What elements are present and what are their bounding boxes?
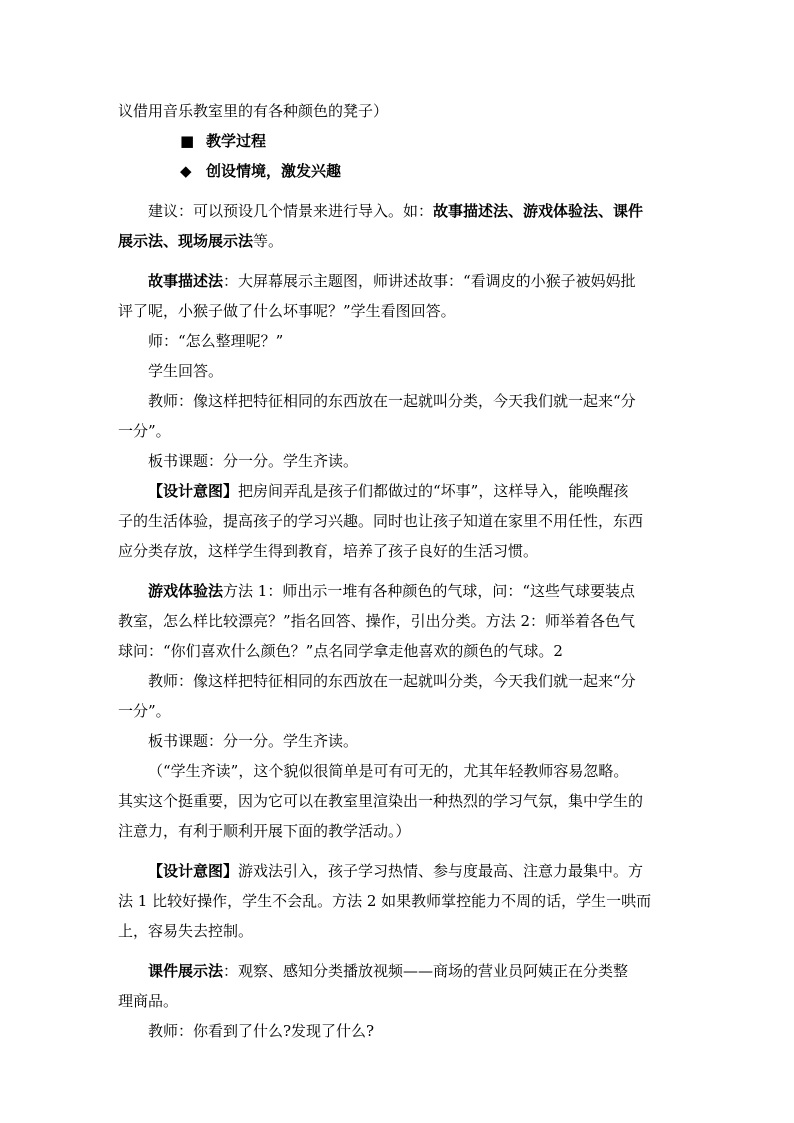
text-run: 等。 — [253, 232, 284, 250]
paragraph-line: 其实这个挺重要，因为它可以在教室里渲染出一种热烈的学习气氛，集中学生的 — [118, 792, 644, 810]
paragraph-design-intent-2 — [118, 856, 678, 946]
student-answer-line: 学生回答。 — [148, 362, 224, 380]
text-run: ：大屏幕展示主题图，师讲述故事：“看调皮的小猴子被妈妈批 — [223, 272, 636, 290]
blackboard-title-line-2: 板书课题：分一分。学生齐读。 — [148, 732, 359, 750]
paragraph-game-method — [118, 576, 678, 666]
text-run: 把房间弄乱是孩子们都做过的“坏事”，这样导入，能唤醒孩 — [238, 482, 629, 500]
bold-run: 故事描述法 — [148, 272, 224, 290]
section-heading-text: 教学过程 — [206, 132, 267, 150]
paragraph-line: 应分类存放，这样学生得到教育，培养了孩子良好的生活习惯。 — [118, 542, 539, 560]
paragraph-line — [118, 856, 678, 886]
paragraph-courseware-method — [118, 956, 678, 1016]
paragraph-teacher-summary-2 — [118, 666, 678, 726]
paragraph-line: 理商品。 — [118, 992, 179, 1010]
square-bullet-icon: ■ — [180, 132, 195, 150]
paragraph-line — [118, 956, 678, 986]
paragraph-story-method — [118, 266, 678, 326]
paragraph-design-intent-1 — [118, 476, 678, 566]
paragraph-line: 注意力，有利于顺利开展下面的教学活动。） — [118, 822, 411, 840]
section-heading-text: 创设情境，激发兴趣 — [206, 162, 342, 180]
paragraph-line: （“学生齐读”，这个貌似很简单是可有可无的，尤其年轻教师容易忽略。 — [148, 762, 629, 780]
text-run: ：观察、感知分类播放视频——商场的营业员阿姨正在分类整 — [223, 962, 629, 980]
paragraph-line: 一分”。 — [118, 422, 171, 440]
text-run: 游戏法引入，孩子学习热情、参与度最高、注意力最集中。方 — [238, 862, 644, 880]
paragraph-line: 教师：像这样把特征相同的东西放在一起就叫分类，今天我们就一起来“分 — [148, 672, 636, 690]
bold-run: 故事描述法、游戏体验法、课件 — [433, 202, 644, 220]
paragraph-line — [118, 576, 678, 606]
text-run: 方法 1：师出示一堆有各种颜色的气球，问：“这些气球要装点 — [223, 582, 635, 600]
bold-run: 课件展示法 — [148, 962, 224, 980]
paragraph-line: 上，容易失去控制。 — [118, 922, 254, 940]
diamond-bullet-icon: ◆ — [180, 162, 192, 180]
paragraph-line: 球问：“你们喜欢什么颜色？”点名同学拿走他喜欢的颜色的气球。2 — [118, 642, 563, 660]
document-page — [118, 96, 678, 1046]
paragraph-line — [118, 226, 678, 256]
bold-run: 展示法、现场展示法 — [118, 232, 254, 250]
bold-run: 【设计意图】 — [148, 482, 239, 500]
paragraph-line: 子的生活体验，提高孩子的学习兴趣。同时也让孩子知道在家里不用任性，东西 — [118, 512, 644, 530]
paragraph-line — [118, 476, 678, 506]
section-heading-scenario — [118, 156, 678, 186]
blackboard-title-line: 板书课题：分一分。学生齐读。 — [148, 452, 359, 470]
text-run: 建议：可以预设几个情景来进行导入。如： — [148, 202, 434, 220]
paragraph-line — [118, 266, 678, 296]
bold-run: 游戏体验法 — [148, 582, 224, 600]
teacher-question-line-2: 教师：你看到了什么?发现了什么? — [148, 1022, 375, 1040]
paragraph-line: 一分”。 — [118, 702, 171, 720]
paragraph-suggestion — [118, 196, 678, 256]
bold-run: 【设计意图】 — [148, 862, 239, 880]
paragraph-teacher-summary — [118, 386, 678, 446]
paragraph-line: 评了呢，小猴子做了什么坏事呢？”学生看图回答。 — [118, 302, 456, 320]
section-heading-teaching-process — [118, 126, 678, 156]
teacher-question-line: 师：“怎么整理呢？” — [148, 332, 284, 350]
intro-tail-line: 议借用音乐教室里的有各种颜色的凳子） — [118, 102, 389, 120]
paragraph-line — [118, 196, 678, 226]
paragraph-line: 法 1 比较好操作，学生不会乱。方法 2 如果教师掌控能力不周的话，学生一哄而 — [118, 892, 652, 910]
paragraph-line: 教师：像这样把特征相同的东西放在一起就叫分类，今天我们就一起来“分 — [148, 392, 636, 410]
paragraph-line: 教室，怎么样比较漂亮？”指名回答、操作，引出分类。方法 2：师举着各色气 — [118, 612, 635, 630]
paragraph-reading-note — [118, 756, 678, 846]
